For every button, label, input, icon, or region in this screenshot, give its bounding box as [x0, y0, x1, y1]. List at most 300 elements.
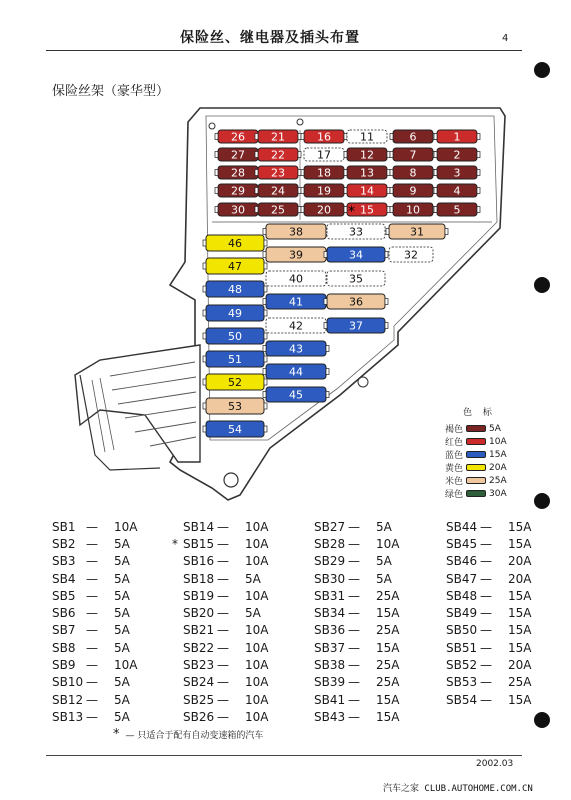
rating-separator: — — [217, 571, 229, 586]
fuse-terminal — [477, 207, 480, 213]
legend-rows — [445, 422, 507, 500]
legend-swatch — [466, 490, 486, 497]
rating-separator: — — [217, 536, 229, 551]
rating-separator: — — [217, 623, 229, 638]
fuse-id: SB51 — [446, 640, 478, 655]
rating-separator: — — [86, 588, 98, 603]
fuse-rating: 25A — [376, 623, 400, 638]
fuse-terminal — [387, 170, 390, 176]
fuse-label: 36 — [349, 295, 363, 309]
rating-separator: — — [348, 519, 360, 534]
fuse-terminal — [326, 392, 329, 398]
fuse-label: 33 — [349, 225, 363, 239]
fuse-5 — [434, 203, 480, 217]
rating-row — [183, 656, 268, 673]
fuse-id: SB27 — [314, 519, 346, 534]
fuse-terminal — [298, 134, 301, 140]
fuse-id: SB1 — [52, 519, 76, 534]
fuse-label: 12 — [360, 148, 374, 162]
fuse-rating: 5A — [245, 571, 261, 586]
fuse-terminal — [203, 403, 206, 409]
fuse-terminal — [264, 263, 267, 269]
rating-row — [446, 691, 531, 708]
fuse-terminal — [203, 310, 206, 316]
fuse-terminal — [301, 170, 304, 176]
fuse-terminal — [301, 134, 304, 140]
fuse-terminal — [298, 152, 301, 158]
fuse-label: 10 — [406, 203, 420, 217]
fuse-rating: 25A — [376, 675, 400, 690]
rating-separator: — — [86, 658, 98, 673]
fuse-rating: 20A — [508, 554, 532, 569]
fuse-terminal — [264, 403, 267, 409]
fuse-id: SB48 — [446, 588, 478, 603]
fuse-label: 24 — [271, 184, 285, 198]
legend-rating: 15A — [489, 449, 507, 460]
fuse-53 — [203, 398, 267, 414]
fuse-label: 48 — [228, 283, 242, 296]
fuse-label: 14 — [360, 184, 374, 198]
fuse-id: SB18 — [183, 571, 215, 586]
fuse-id: SB39 — [314, 675, 346, 690]
fuse-45 — [263, 387, 329, 402]
fuse-id: SB24 — [183, 675, 215, 690]
fuse-terminal — [203, 263, 206, 269]
fuse-27 — [215, 148, 261, 162]
page-title: 保险丝、继电器及插头布置 — [180, 30, 360, 46]
rating-star: * — [172, 536, 178, 551]
fuse-41 — [263, 294, 329, 309]
fuse-terminal — [445, 229, 448, 235]
fuse-label: 6 — [409, 130, 417, 144]
fuse-id: SB30 — [314, 571, 346, 586]
fuse-id: SB21 — [183, 623, 215, 638]
rating-row — [172, 535, 269, 552]
fuse-rating: 5A — [114, 571, 130, 586]
fuse-label: 51 — [228, 353, 242, 366]
fuse-42 — [266, 318, 326, 333]
fuse-11 — [347, 130, 387, 144]
fuse-rating: 10A — [245, 588, 269, 603]
fuse-rating: 15A — [376, 640, 400, 655]
rating-row — [52, 639, 137, 656]
rating-separator: — — [480, 588, 492, 603]
fuse-46 — [203, 235, 267, 251]
fuse-rating: 15A — [376, 692, 400, 707]
fuse-rating: 5A — [114, 709, 130, 724]
fuse-22 — [255, 148, 301, 162]
fuse-id: SB43 — [314, 709, 346, 724]
rating-separator: — — [86, 709, 98, 724]
rating-row — [52, 708, 137, 725]
fuse-terminal — [301, 188, 304, 194]
rating-separator: — — [480, 536, 492, 551]
mount-hole — [209, 123, 215, 129]
fuse-rating: 5A — [114, 554, 130, 569]
rating-row — [52, 570, 137, 587]
fuse-terminal — [326, 346, 329, 352]
fuse-id: SB47 — [446, 571, 478, 586]
fuse-rating: 10A — [245, 658, 269, 673]
fuse-label: 50 — [228, 330, 242, 343]
fuse-terminal — [385, 252, 388, 258]
fuse-terminal — [264, 240, 267, 246]
fuse-terminal — [385, 323, 388, 329]
fuse-id: SB28 — [314, 536, 346, 551]
rating-separator: — — [86, 640, 98, 655]
fuse-terminal — [477, 152, 480, 158]
fuse-terminal — [434, 207, 437, 213]
rating-separator: — — [480, 692, 492, 707]
fuse-24 — [255, 184, 301, 198]
fuse-36 — [324, 294, 388, 309]
fuse-id: SB8 — [52, 640, 76, 655]
fuse-label: 47 — [228, 260, 242, 273]
fuse-rating: 5A — [376, 554, 392, 569]
fuse-7 — [390, 148, 436, 162]
fuse-terminal — [203, 286, 206, 292]
rating-separator: — — [480, 640, 492, 655]
fuse-id: SB23 — [183, 658, 215, 673]
fuse-terminal — [301, 207, 304, 213]
fuse-47 — [203, 258, 267, 274]
fuse-26 — [215, 130, 261, 144]
fuse-terminal — [264, 426, 267, 432]
rating-row — [314, 708, 399, 725]
fuse-16 — [301, 130, 347, 144]
fuse-id: SB22 — [183, 640, 215, 655]
fuse-label: 16 — [317, 130, 331, 144]
fuse-label: 15 — [360, 203, 374, 217]
rating-row — [314, 553, 399, 570]
fuse-rating: 25A — [376, 658, 400, 673]
rating-row — [446, 674, 531, 691]
rating-row — [183, 674, 268, 691]
rating-row — [52, 622, 137, 639]
fuse-8 — [390, 166, 436, 180]
fuse-terminal — [477, 188, 480, 194]
fuse-id: SB29 — [314, 554, 346, 569]
fuse-terminal — [434, 152, 437, 158]
fuse-terminal — [344, 170, 347, 176]
fuse-terminal — [390, 188, 393, 194]
fuse-28 — [215, 166, 261, 180]
fuse-terminal — [477, 170, 480, 176]
fuse-rating: 15A — [508, 623, 532, 638]
legend-item — [445, 448, 507, 461]
page-number: 4 — [502, 33, 509, 44]
fuse-label: 20 — [317, 203, 331, 217]
fuse-23 — [255, 166, 301, 180]
star-mark: * — [348, 204, 355, 220]
fuse-label: 54 — [228, 423, 242, 436]
fuse-terminal — [215, 152, 218, 158]
fuse-35 — [327, 271, 385, 286]
rating-row — [52, 604, 137, 621]
fuse-label: 13 — [360, 166, 374, 180]
fuse-rating: 15A — [376, 606, 400, 621]
fuse-rating: 5A — [114, 606, 130, 621]
legend-color-name: 褐色 — [445, 425, 464, 435]
fuse-terminal — [255, 152, 258, 158]
rating-row — [446, 622, 531, 639]
fuse-label: 28 — [231, 166, 245, 180]
fuse-terminal — [387, 188, 390, 194]
legend-rating: 10A — [489, 436, 507, 447]
fuse-rating: 5A — [114, 640, 130, 655]
legend-item — [445, 461, 507, 474]
legend-item — [445, 435, 507, 448]
fuse-rating: 25A — [376, 588, 400, 603]
fuse-29 — [215, 184, 261, 198]
fuse-terminal — [215, 134, 218, 140]
fuse-label: 39 — [289, 248, 303, 262]
fuse-3 — [434, 166, 480, 180]
fuse-33 — [327, 224, 385, 239]
legend-item — [445, 474, 507, 487]
rating-row — [314, 622, 399, 639]
ratings-column — [446, 518, 531, 708]
rating-separator: — — [348, 554, 360, 569]
fuse-id: SB44 — [446, 519, 478, 534]
fuse-terminal — [390, 207, 393, 213]
rating-separator: — — [348, 571, 360, 586]
fuse-id: SB53 — [446, 675, 478, 690]
rating-row — [446, 570, 531, 587]
fuse-label: 37 — [349, 319, 363, 333]
fuse-terminal — [344, 188, 347, 194]
fuse-label: 53 — [228, 400, 242, 413]
footer-divider — [46, 755, 522, 756]
fuse-49 — [203, 305, 267, 321]
section-subtitle: 保险丝架（豪华型） — [52, 84, 170, 99]
fuse-id: SB38 — [314, 658, 346, 673]
fuse-terminal — [386, 229, 389, 235]
rating-row — [52, 535, 137, 552]
fuse-label: 17 — [317, 148, 331, 162]
fuse-2 — [434, 148, 480, 162]
mount-hole — [224, 473, 238, 487]
rating-separator: — — [217, 606, 229, 621]
fuse-terminal — [434, 188, 437, 194]
fuse-rating: 10A — [245, 692, 269, 707]
fuse-label: 2 — [453, 148, 461, 162]
rating-separator: — — [217, 675, 229, 690]
fuse-id: SB50 — [446, 623, 478, 638]
fuse-label: 23 — [271, 166, 285, 180]
fuse-38 — [263, 224, 329, 239]
rating-separator: — — [348, 623, 360, 638]
fuse-label: 11 — [360, 130, 374, 144]
rating-row — [314, 604, 399, 621]
fuse-12 — [344, 148, 390, 162]
rating-row — [314, 535, 399, 552]
fuse-terminal — [344, 152, 347, 158]
issue-date: 2002.03 — [476, 759, 514, 769]
fuse-terminal — [387, 152, 390, 158]
rating-separator: — — [480, 658, 492, 673]
fuse-terminal — [203, 240, 206, 246]
rating-row — [183, 691, 268, 708]
fuse-terminal — [298, 207, 301, 213]
fuse-label: 31 — [410, 225, 424, 239]
fuse-terminal — [263, 229, 266, 235]
fuse-id: SB41 — [314, 692, 346, 707]
rating-separator: — — [480, 554, 492, 569]
fuse-terminal — [215, 188, 218, 194]
fuse-rating: 5A — [114, 692, 130, 707]
fuse-terminal — [324, 252, 327, 258]
rating-row — [52, 691, 137, 708]
fuse-label: 32 — [404, 248, 418, 262]
fuse-terminal — [298, 188, 301, 194]
rating-row — [52, 587, 137, 604]
fuse-rating: 10A — [245, 554, 269, 569]
legend-rating: 20A — [489, 462, 507, 473]
fuse-label: 27 — [231, 148, 245, 162]
fuse-id: SB26 — [183, 709, 215, 724]
fuse-id: SB4 — [52, 571, 76, 586]
fuse-rating: 15A — [508, 640, 532, 655]
fuse-rating: 10A — [245, 640, 269, 655]
color-legend — [445, 405, 507, 500]
rating-separator: — — [217, 519, 229, 534]
rating-row — [446, 518, 531, 535]
fuse-rating: 10A — [245, 675, 269, 690]
fuse-label: 45 — [289, 388, 303, 402]
fuse-52 — [203, 374, 267, 390]
fuse-rating: 10A — [114, 519, 138, 534]
fuse-rating: 15A — [508, 588, 532, 603]
fuse-rating: 25A — [508, 675, 532, 690]
fuse-id: SB31 — [314, 588, 346, 603]
rating-row — [446, 553, 531, 570]
fuse-label: 46 — [228, 237, 242, 250]
fuse-id: SB46 — [446, 554, 478, 569]
fuse-rating: 15A — [376, 709, 400, 724]
fuse-31 — [386, 224, 448, 239]
rating-separator: — — [217, 554, 229, 569]
fuse-label: 35 — [349, 272, 363, 286]
fuse-id: SB15 — [183, 536, 215, 551]
fuse-label: 30 — [231, 203, 245, 217]
fuse-rating: 5A — [245, 606, 261, 621]
fuse-10 — [390, 203, 436, 217]
fuse-51 — [203, 351, 267, 367]
rating-separator: — — [86, 536, 98, 551]
rating-row — [183, 587, 268, 604]
rating-row — [314, 691, 399, 708]
watermark: 汽车之家 CLUB.AUTOHOME.COM.CN — [383, 784, 533, 794]
fuse-terminal — [263, 369, 266, 375]
rating-separator: — — [86, 519, 98, 534]
fuse-label: 25 — [271, 203, 285, 217]
fuse-label: 8 — [409, 166, 417, 180]
fuse-4 — [434, 184, 480, 198]
fuse-label: 19 — [317, 184, 331, 198]
fuse-label: 7 — [409, 148, 417, 162]
rating-separator: — — [217, 709, 229, 724]
fuse-label: 49 — [228, 307, 242, 320]
fuse-rating: 10A — [245, 536, 269, 551]
fuse-id: SB54 — [446, 692, 478, 707]
fuse-40 — [266, 271, 326, 286]
fuse-39 — [263, 247, 329, 262]
rating-row — [52, 553, 137, 570]
fuse-id: SB6 — [52, 606, 76, 621]
fuse-terminal — [263, 252, 266, 258]
fuse-44 — [263, 364, 329, 379]
footnote-star: * — [113, 727, 120, 742]
rating-separator: — — [348, 675, 360, 690]
rating-separator: — — [480, 519, 492, 534]
fuse-terminal — [477, 134, 480, 140]
rating-separator: — — [86, 554, 98, 569]
fuse-rating: 10A — [245, 519, 269, 534]
rating-row — [183, 708, 268, 725]
fuse-label: 9 — [409, 184, 417, 198]
fuse-terminal — [264, 356, 267, 362]
fuse-terminal — [326, 369, 329, 375]
rating-separator: — — [480, 571, 492, 586]
fuse-terminal — [203, 379, 206, 385]
fuse-label: 3 — [453, 166, 461, 180]
rating-row — [446, 639, 531, 656]
fuse-terminal — [255, 188, 258, 194]
fuse-50 — [203, 328, 267, 344]
fuse-label: 38 — [289, 225, 303, 239]
fuse-id: SB7 — [52, 623, 76, 638]
fuse-9 — [390, 184, 436, 198]
legend-swatch — [466, 477, 486, 484]
fuse-id: SB2 — [52, 536, 76, 551]
fuse-id: SB14 — [183, 519, 215, 534]
fuse-terminal — [298, 170, 301, 176]
fuse-rating: 10A — [376, 536, 400, 551]
fuse-terminal — [215, 170, 218, 176]
fuse-rating: 15A — [508, 536, 532, 551]
rating-separator: — — [217, 640, 229, 655]
rating-row — [183, 553, 268, 570]
fuse-rating: 10A — [114, 658, 138, 673]
fuse-18 — [301, 166, 347, 180]
fuse-terminal — [390, 152, 393, 158]
fuse-32 — [389, 247, 433, 262]
fuse-id: SB5 — [52, 588, 76, 603]
fuse-34 — [324, 247, 388, 262]
legend-color-name: 黄色 — [445, 464, 464, 474]
rating-row — [314, 674, 399, 691]
legend-item — [445, 487, 507, 500]
fuse-terminal — [385, 299, 388, 305]
legend-title: 色 标 — [463, 408, 496, 418]
rating-separator: — — [86, 675, 98, 690]
fuse-label: 41 — [289, 295, 303, 309]
fuse-rating: 15A — [508, 692, 532, 707]
rating-row — [183, 570, 268, 587]
fuse-rating: 15A — [508, 606, 532, 621]
rating-row — [314, 656, 399, 673]
fuse-19 — [301, 184, 347, 198]
fuse-id: SB45 — [446, 536, 478, 551]
rating-row — [52, 656, 137, 673]
ratings-column — [172, 518, 269, 726]
fuse-id: SB19 — [183, 588, 215, 603]
fuse-terminal — [390, 170, 393, 176]
rating-row — [446, 587, 531, 604]
binder-hole — [534, 712, 550, 728]
rating-row — [314, 518, 399, 535]
